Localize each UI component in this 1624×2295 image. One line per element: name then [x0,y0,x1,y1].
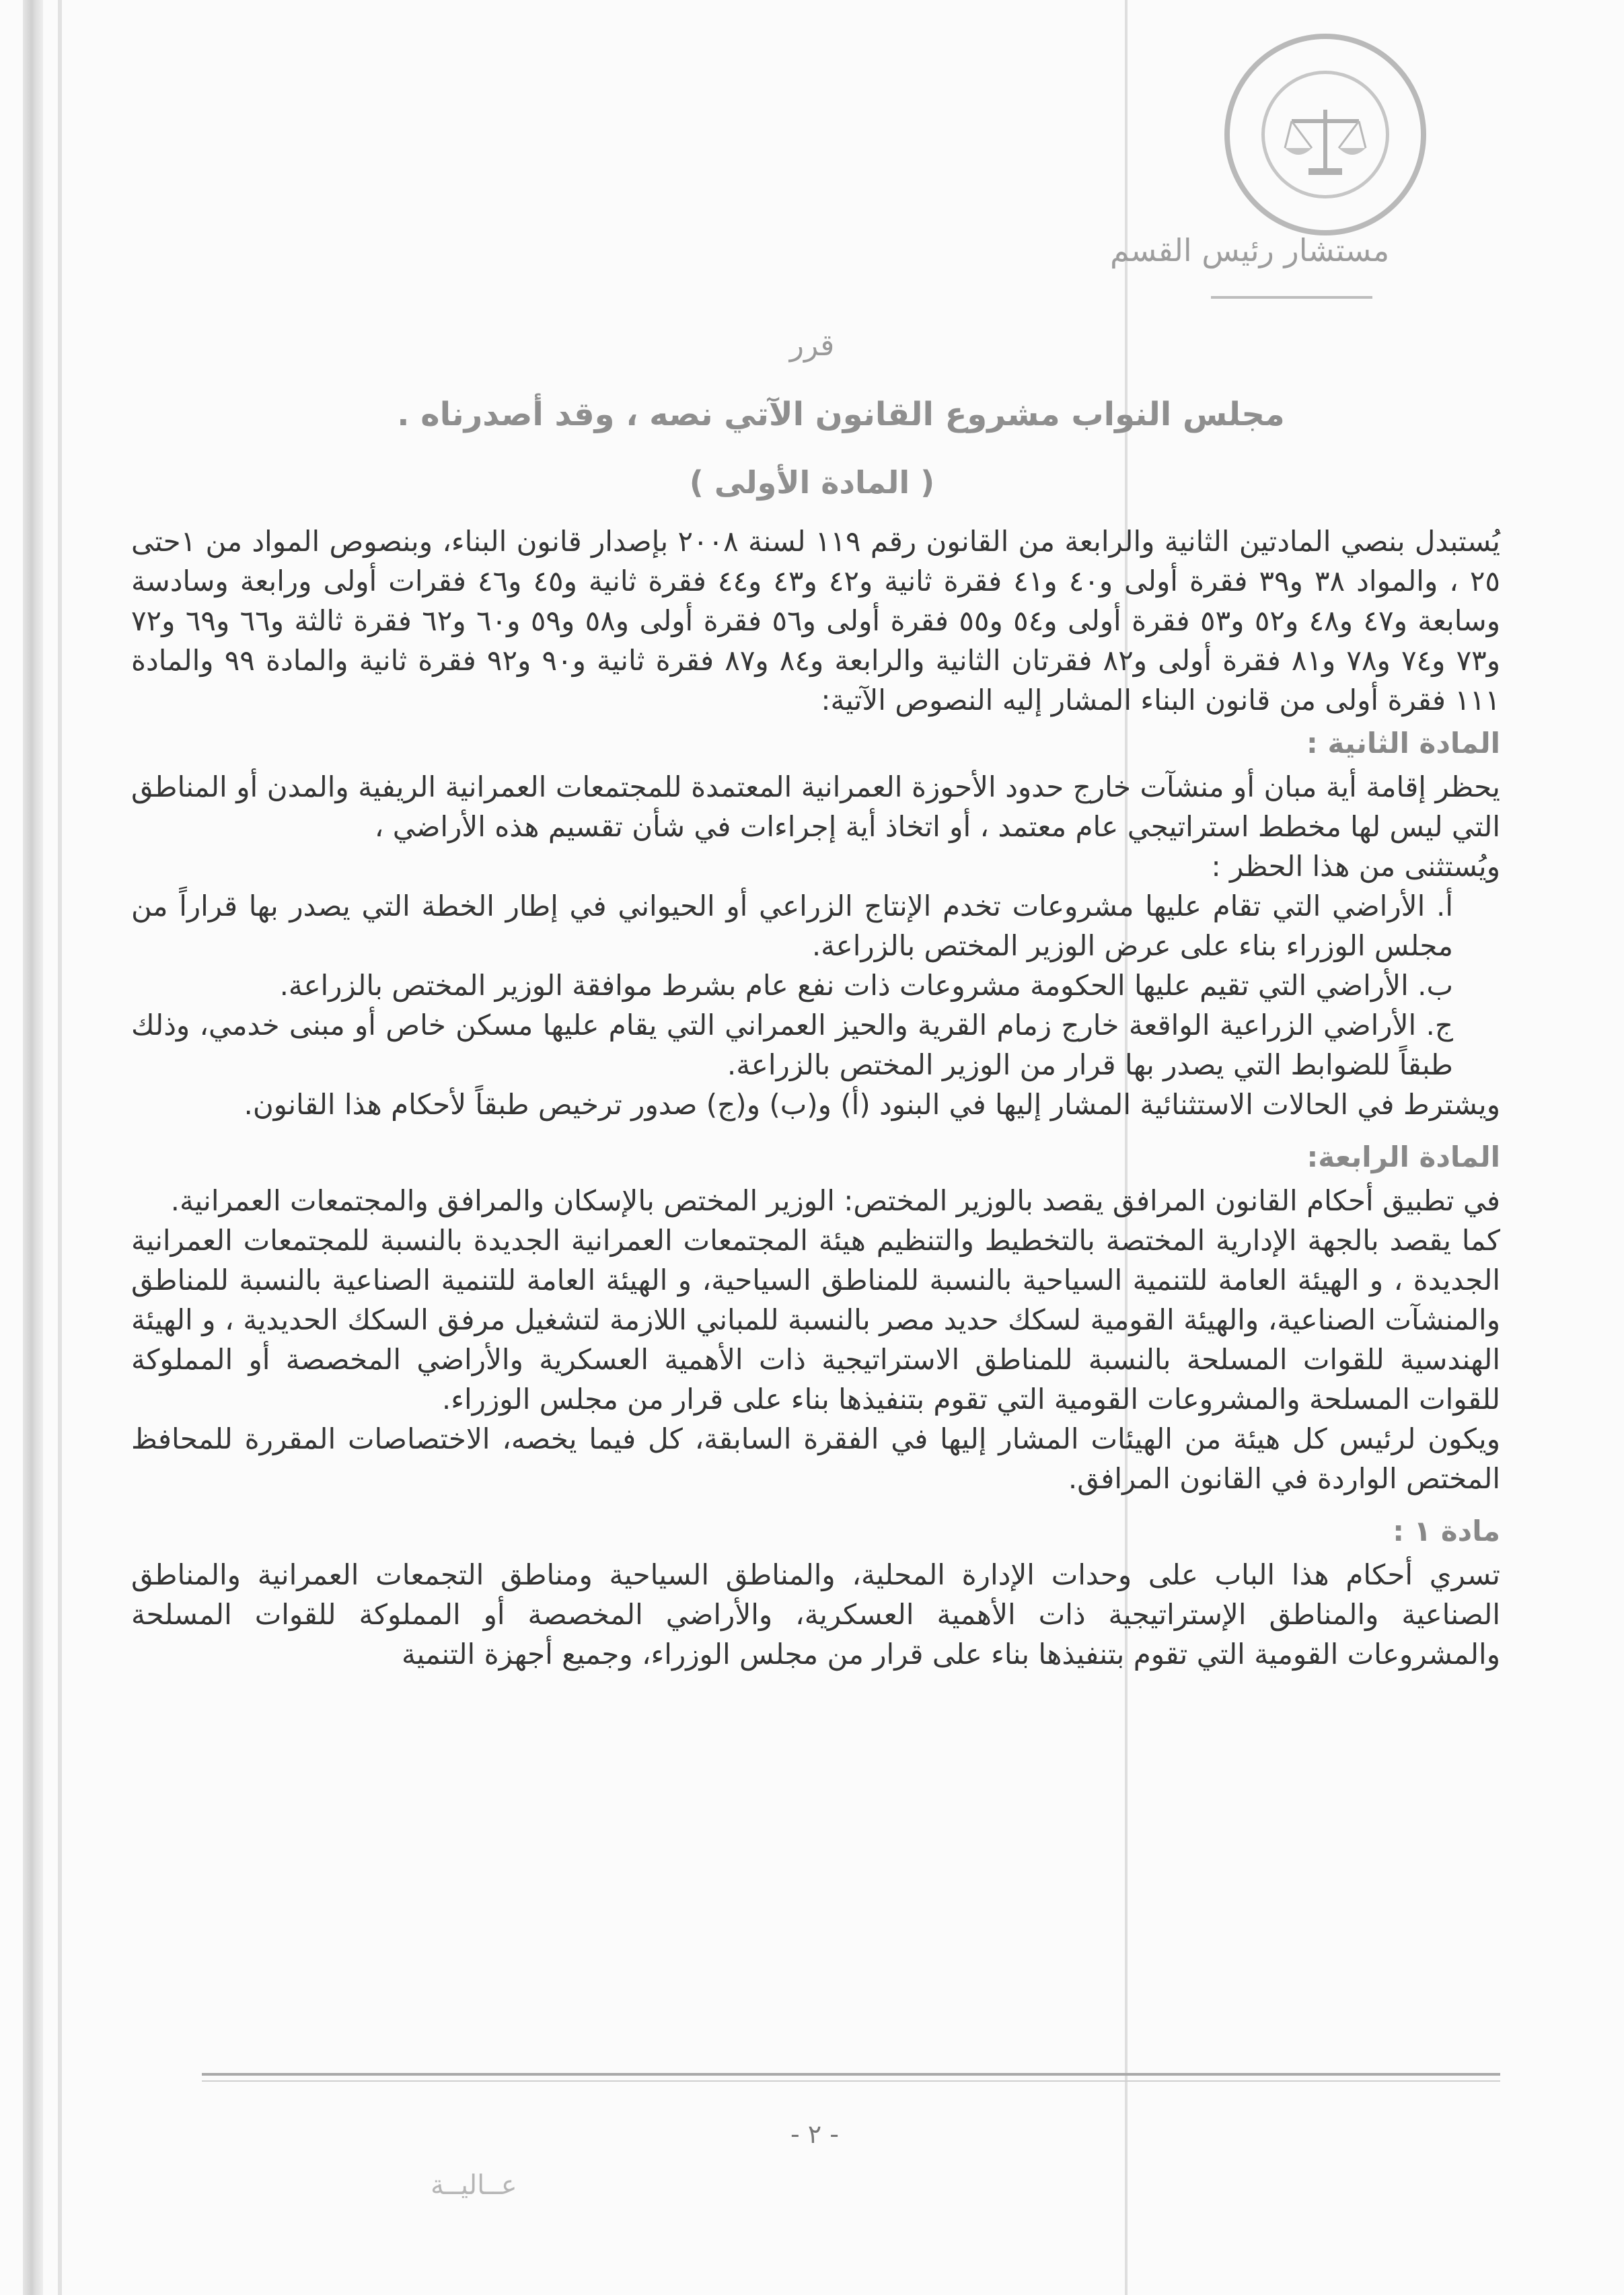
page-number: - ٢ - [790,2119,840,2149]
article-heading: المادة الرابعة: [1306,1140,1500,1173]
paragraph-gap [131,1498,1500,1508]
paragraph: ويشترط في الحالات الاستثنائية المشار إليها في البنود (أ) و(ب) و(ج) صدور ترخيص طبقاً لأحكام هذا القانون. [244,1088,1500,1121]
paragraph: في تطبيق أحكام القانون المرافق يقصد بالوزير المختص: الوزير المختص بالإسكان والمرافق والمجتمعات العمرانية. [170,1184,1500,1217]
footer-rule-thin [202,2080,1500,2082]
decree-intro: مجلس النواب مشروع القانون الآتي نصه ، وقد أصدرناه . [397,396,1285,433]
document-body [131,521,1500,1674]
handwritten-note: عــاليــة [431,2170,517,2201]
footer-rule [202,2073,1500,2076]
article-one-title: ( المادة الأولى ) [689,464,935,501]
paragraph: ويكون لرئيس كل هيئة من الهيئات المشار إليها في الفقرة السابقة، كل فيما يخصه، الاختصاصات المقررة للمحافظ المختص الواردة في القانون المرافق. [131,1422,1500,1495]
paragraph: أ. الأراضي التي تقام عليها مشروعات تخدم الإنتاج الزراعي أو الحيواني في إطار الخطة التي يصدر بها قراراً من مجلس الوزراء بناء على عرض الوزير المختص بالزراعة. [131,889,1453,962]
article-heading: مادة ١ : [1393,1515,1500,1547]
paragraph: ج. الأراضي الزراعية الواقعة خارج زمام القرية والحيز العمراني التي يقام عليها مسكن خاص أو مبنى خدمي، وذلك طبقاً للضوابط التي يصدر بها قرار من الوزير المختص بالزراعة. [131,1009,1453,1081]
article-heading: المادة الثانية : [1306,727,1500,760]
paragraph: يُستبدل بنصي المادتين الثانية والرابعة من القانون رقم ١١٩ لسنة ٢٠٠٨ بإصدار قانون البناء، وبنصوص المواد من ١حتى ٢٥ ، والمواد ٣٨ و٣٩ فقرة أولى و٤٠ و٤١ فقرة ثانية و٤٢ و٤٣ و٤٤ فقرة ثانية و٤٥ و٤٦ فقرات أولى ورابعة وسادسة وسابعة و٤٧ و٤٨ و٥٢ و٥٣ فقرة أولى و٥٤ و٥٥ فقرة أولى و٥٦ فقرة أولى و٥٨ و٥٩ و٦٠ و٦٢ فقرة ثالثة و٦٦ و٦٩ و٧٢ و٧٣ و٧٤ و٧٨ و٨١ فقرة أولى و٨٢ فقرتان الثانية والرابعة و٨٤ و٨٧ فقرة ثانية و٩٠ و٩٢ فقرة ثانية والمادة ٩٩ والمادة ١١١ فقرة أولى من قانون البناء المشار إليه النصوص الآتية: [131,525,1501,717]
seal-signature-text: مستشار رئيس القسم [1110,232,1390,268]
paragraph: كما يقصد بالجهة الإدارية المختصة بالتخطيط والتنظيم هيئة المجتمعات العمرانية الجديدة بالنسبة للمجتمعات العمرانية الجديدة ، و الهيئة العامة للتنمية السياحية بالنسبة للمناطق السياحية، و الهيئة العامة للتنمية الصناعية بالنسبة للمناطق والمنشآت الصناعية، والهيئة القومية لسكك حديد مصر بالنسبة للمباني اللازمة لتشغيل مرفق السكك الحديدية ، و الهيئة الهندسية للقوات المسلحة بالنسبة للمناطق الاستراتيجية ذات الأهمية العسكرية والأراضي المخصصة أو المملوكة للقوات المسلحة والمشروعات القومية التي تقوم بتنفيذها بناء على قرار من مجلس الوزراء. [131,1224,1500,1416]
paragraph: ويُستثنى من هذا الحظر : [1211,850,1500,883]
decree-word: قرر [789,328,835,363]
seal-underline [1211,296,1372,299]
paragraph: تسري أحكام هذا الباب على وحدات الإدارة المحلية، والمناطق السياحية ومناطق التجمعات العمرانية والمناطق الصناعية والمناطق الإستراتيجية ذات الأهمية العسكرية، والأراضي المخصصة أو المملوكة للقوات المسلحة والمشروعات القومية التي تقوم بتنفيذها بناء على قرار من مجلس الوزراء، وجميع أجهزة التنمية [131,1558,1500,1671]
scales-of-justice-icon [1282,104,1369,178]
paragraph: يحظر إقامة أية مبان أو منشآت خارج حدود الأحوزة العمرانية المعتمدة للمجتمعات العمرانية الريفية والمدن أو المناطق التي ليس لها مخطط استراتيجي عام معتمد ، أو اتخاذ أية إجراءات في شأن تقسيم هذه الأراضي ، [131,770,1500,843]
paragraph-gap [131,1124,1500,1134]
paragraph: ب. الأراضي التي تقيم عليها الحكومة مشروعات ذات نفع عام بشرط موافقة الوزير المختص بالزراعة. [279,969,1453,1002]
